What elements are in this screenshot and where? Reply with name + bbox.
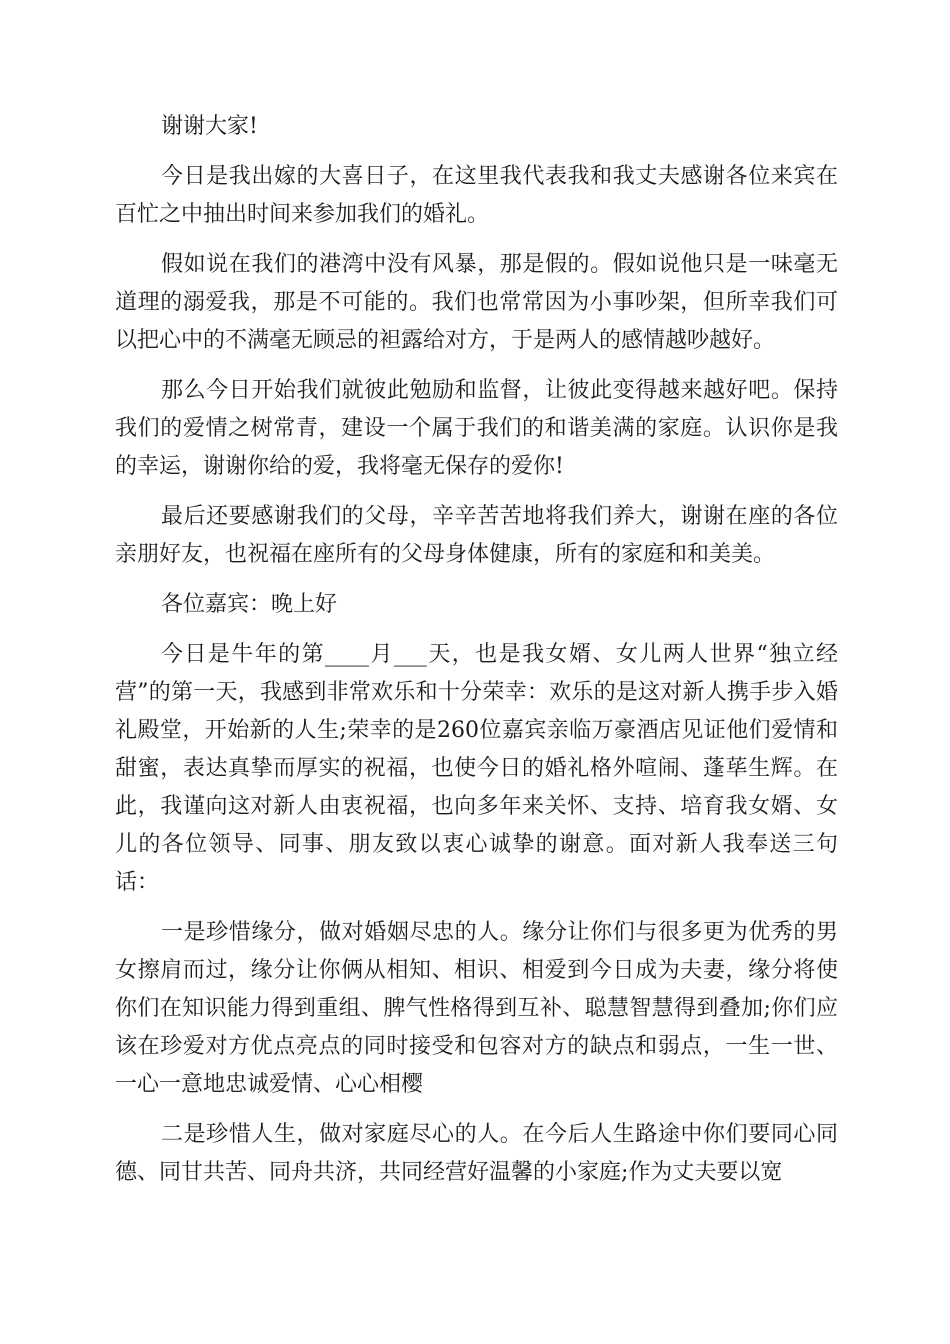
paragraph-second-point: 二是珍惜人生，做对家庭尽心的人。在今后人生路途中你们要同心同德、同甘共苦、同舟共济，共同经营好温馨的小家庭;作为丈夫要以宽 (115, 1122, 838, 1185)
paragraph-encourage: 那么今日开始我们就彼此勉励和监督，让彼此变得越来越好吧。保持我们的爱情之树常青，建设一个属于我们的和谐美满的家庭。认识你是我的幸运，谢谢你给的爱，我将毫无保存的爱你! (115, 378, 838, 479)
paragraph-wedding-day: 今日是我出嫁的大喜日子，在这里我代表我和我丈夫感谢各位来宾在百忙之中抽出时间来参加我们的婚礼。 (115, 164, 838, 227)
document-body (115, 108, 838, 1204)
paragraph-thanks: 谢谢大家! (161, 114, 258, 139)
paragraph-first-point: 一是珍惜缘分，做对婚姻尽忠的人。缘分让你们与很多更为优秀的男女擦肩而过，缘分让你俩从相知、相识、相爱到今日成为夫妻，缘分将使你们在知识能力得到重组、脾气性格得到互补、聪慧智慧得到叠加;你们应该在珍爱对方优点亮点的同时接受和包容对方的缺点和弱点，一生一世、一心一意地忠诚爱情、心心相樱 (115, 920, 838, 1097)
paragraph-speech-intro: 今日是牛年的第____月___天，也是我女婿、女儿两人世界“独立经营”的第一天，我感到非常欢乐和十分荣幸：欢乐的是这对新人携手步入婚礼殿堂，开始新的人生;荣幸的是260位嘉宾亲临万豪酒店见证他们爱情和甜蜜，表达真挚而厚实的祝福，也使今日的婚礼格外喧闹、蓬荜生辉。在此，我谨向这对新人由衷祝福，也向多年来关怀、支持、培育我女婿、女儿的各位领导、同事、朋友致以衷心诚挚的谢意。面对新人我奉送三句话： (115, 642, 838, 895)
paragraph-harbor: 假如说在我们的港湾中没有风暴，那是假的。假如说他只是一味毫无道理的溺爱我，那是不可能的。我们也常常因为小事吵架，但所幸我们可以把心中的不满毫无顾忌的袒露给对方，于是两人的感情越吵越好。 (115, 252, 838, 353)
paragraph-greeting: 各位嘉宾：晚上好 (161, 592, 338, 617)
paragraph-parents: 最后还要感谢我们的父母，辛辛苦苦地将我们养大，谢谢在座的各位亲朋好友，也祝福在座所有的父母身体健康，所有的家庭和和美美。 (115, 504, 838, 567)
